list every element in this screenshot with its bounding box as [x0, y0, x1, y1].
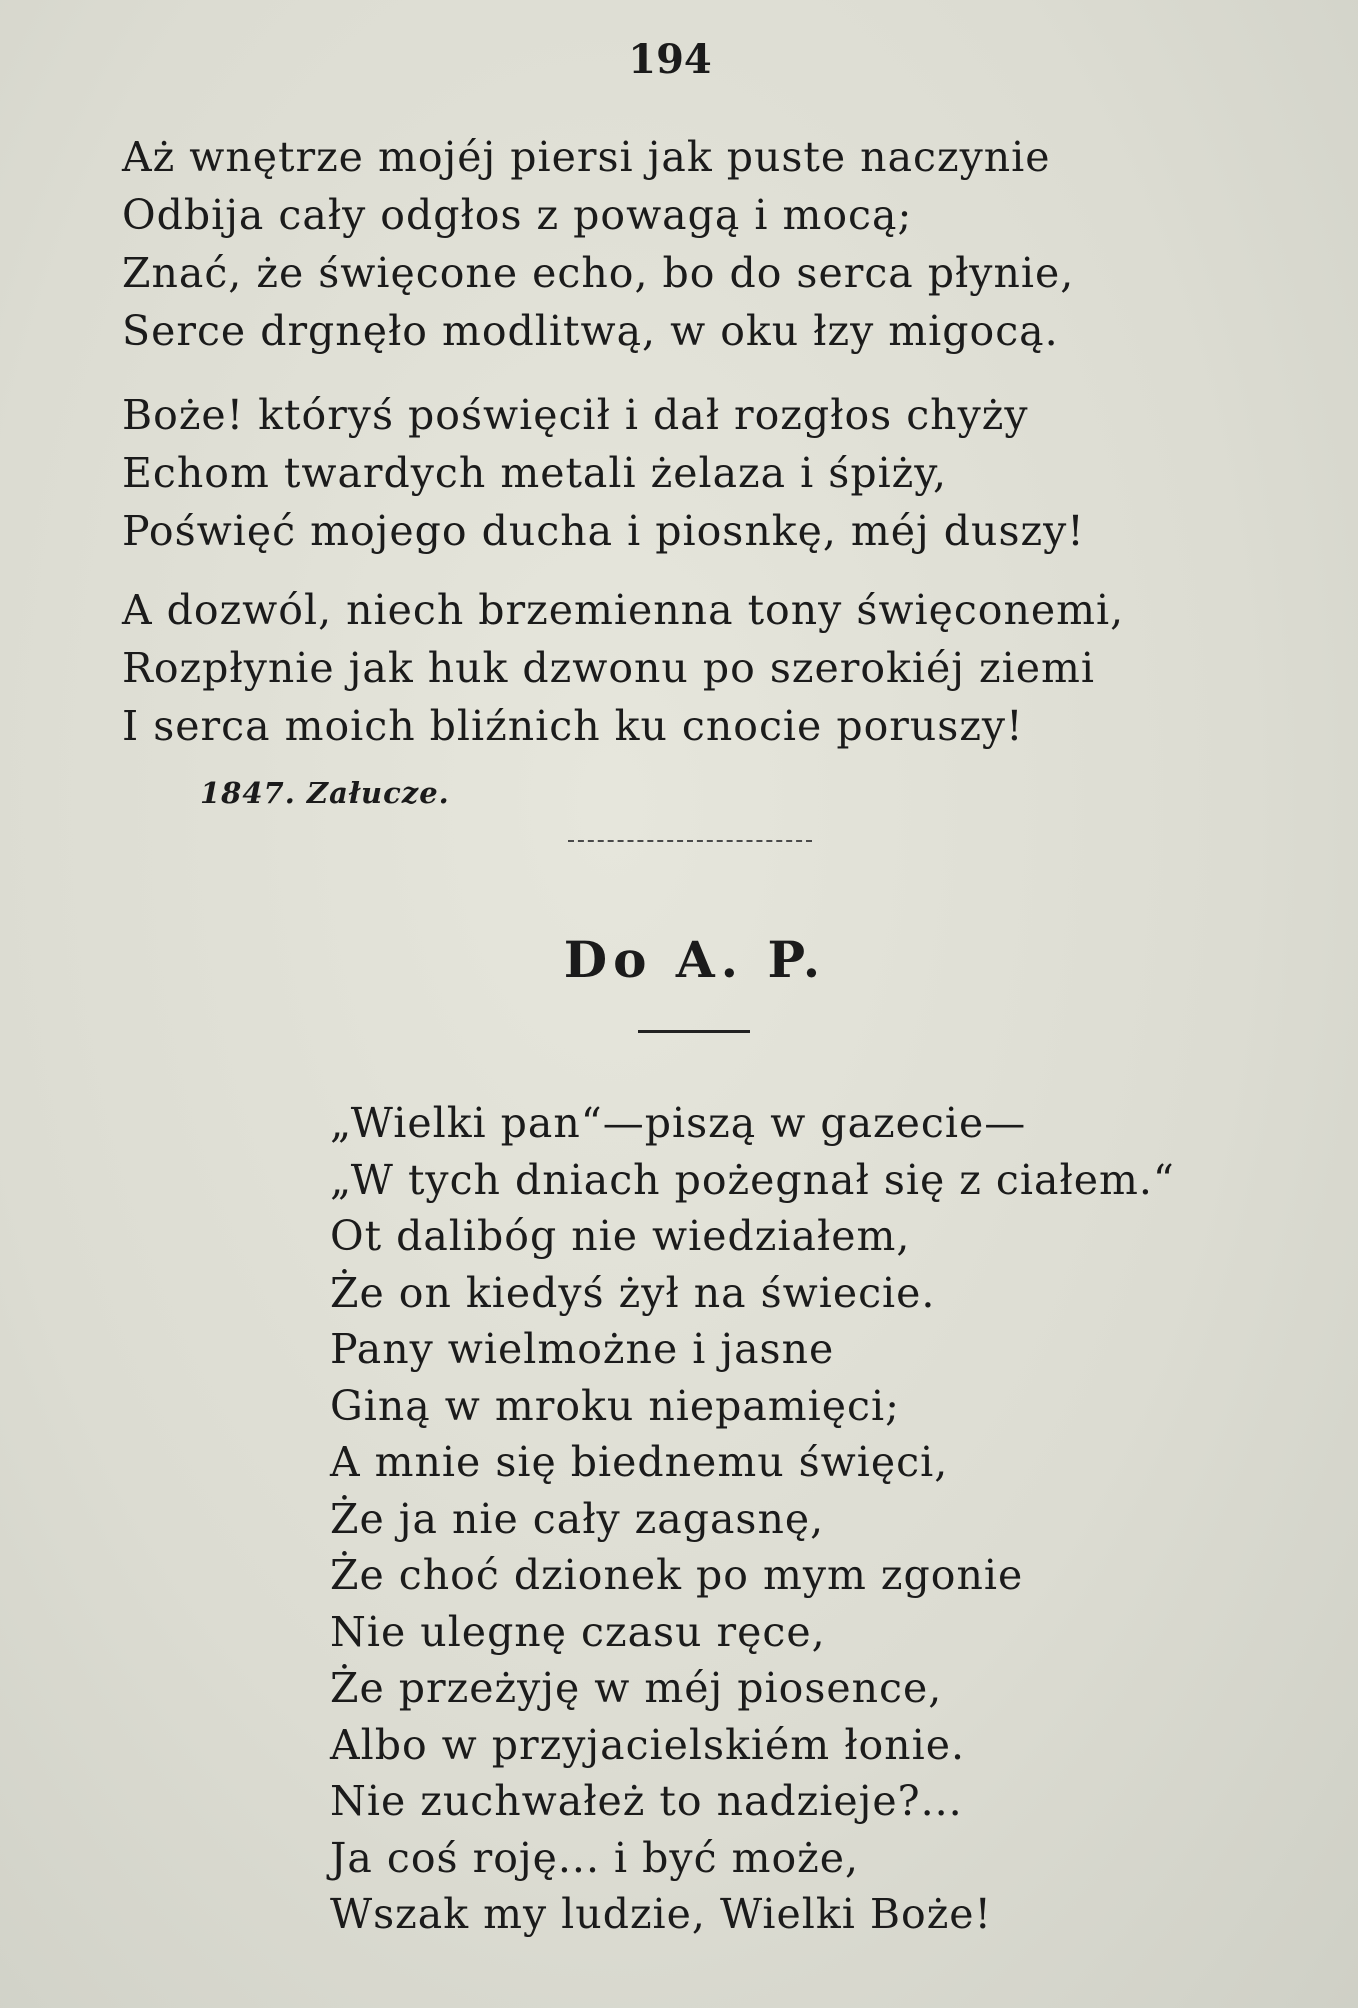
verse-line: Nie ulegnę czasu ręce, — [330, 1607, 826, 1656]
verse-line: „Wielki pan“—piszą w gazecie— — [330, 1099, 1027, 1147]
verse-line: Ot dalibóg nie wiedziałem, — [330, 1212, 911, 1260]
verse-line: Serce drgnęło modlitwą, w oku łzy migocą. — [122, 307, 1059, 355]
verse-line: Giną w mroku niepamięci; — [330, 1381, 900, 1430]
verse-line: Pany wielmożne i jasne — [330, 1325, 835, 1373]
verse-line: Odbija cały odgłos z powagą i mocą; — [122, 191, 913, 239]
verse-line: Rozpłynie jak huk dzwonu po szerokiéj ziemi — [122, 644, 1095, 692]
verse-line: Że on kiedyś żył na świecie. — [330, 1268, 936, 1317]
verse-line: Że ja nie cały zagasnę, — [330, 1494, 825, 1543]
verse-line: Poświęć mojego ducha i piosnkę, méj duszy! — [122, 507, 1085, 555]
verse-line: Że choć dzionek po mym zgonie — [330, 1551, 1024, 1599]
verse-line: Aż wnętrze mojéj piersi jak puste naczynie — [122, 133, 1051, 181]
verse-line: Boże! któryś poświęcił i dał rozgłos chyży — [122, 391, 1029, 439]
section-separator — [568, 840, 812, 842]
poem-title: Do A. P. — [563, 930, 827, 989]
title-rule — [638, 1030, 750, 1033]
verse-line: Ja coś roję... i być może, — [330, 1833, 860, 1882]
verse-line: Echom twardych metali żelaza i śpiży, — [122, 449, 948, 497]
verse-line: A mnie się biednemu święci, — [330, 1438, 949, 1486]
verse-line: Nie zuchwałeż to nadzieje?... — [330, 1777, 963, 1825]
verse-line: Albo w przyjacielskiém łonie. — [330, 1720, 965, 1769]
verse-line: Wszak my ludzie, Wielki Boże! — [330, 1890, 993, 1938]
verse-line: I serca moich bliźnich ku cnocie poruszy! — [122, 702, 1024, 750]
verse-line: Znać, że święcone echo, bo do serca płynie, — [122, 249, 1075, 297]
stanza-3 — [122, 581, 1124, 755]
poem-body — [330, 1095, 1175, 1943]
verse-line: A dozwól, niech brzemienna tony święconemi, — [122, 586, 1125, 634]
stanza-2 — [122, 386, 1085, 560]
stanza-1 — [122, 128, 1074, 360]
page-number: 194 — [628, 36, 712, 83]
verse-line: „W tych dniach pożegnał się z ciałem.“ — [330, 1155, 1175, 1204]
dateline: 1847. Załucze. — [200, 776, 450, 810]
verse-line: Że przeżyję w méj piosence, — [330, 1664, 943, 1712]
